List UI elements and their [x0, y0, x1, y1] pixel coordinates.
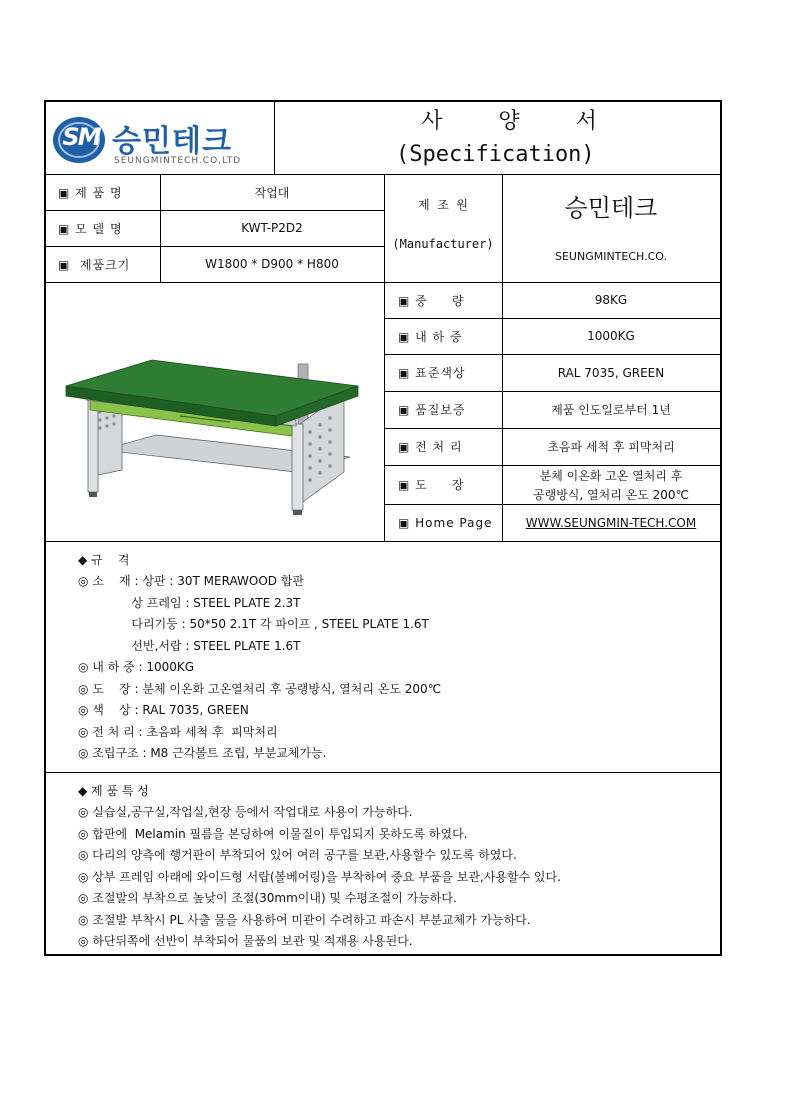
feature-line-1: ◎ 실습실,공구실,작업실,현장 등에서 작업대로 사용이 가능하다. [78, 805, 413, 819]
spec-value-coating-2: 공랭방식, 열처리 온도 200℃ [533, 488, 689, 502]
spec-label-weight: ▣ 중 량 [398, 293, 465, 308]
spec-line-load: ◎ 내 하 중 : 1000KG [78, 660, 195, 674]
spec-line-assembly: ◎ 조립구조 : M8 근각볼트 조립, 부분교체가능. [78, 746, 327, 760]
document-subtitle: (Specification) [396, 142, 595, 167]
logo-name: 승민테크 [112, 124, 232, 159]
feature-line-4: ◎ 상부 프레임 아래에 와이드형 서랍(볼베어링)을 부착하여 중요 부품을 보관,사용할수 있다. [78, 870, 561, 884]
product-size-value: W1800 * D900 * H800 [205, 257, 339, 271]
features-heading: ◆ 제 품 특 성 [78, 784, 149, 798]
spec-sheet [44, 100, 722, 956]
company-logo [52, 110, 270, 168]
spec-label-warranty: ▣ 품질보증 [398, 403, 466, 417]
feature-line-5: ◎ 조절발의 부착으로 높낮이 조절(30mm이내) 및 수평조절이 가능하다. [78, 891, 457, 905]
homepage-link[interactable]: WWW.SEUNGMIN-TECH.COM [525, 515, 697, 530]
spec-line-legs: 다리기둥 : 50*50 2.1T 각 파이프 , STEEL PLATE 1.6T [78, 617, 429, 631]
feature-line-7: ◎ 하단뒤쪽에 선반이 부착되어 물품의 보관 및 적재용 사용된다. [78, 934, 413, 948]
manufacturer-label: 제 조 원 [417, 197, 469, 212]
logo-mark: SM [62, 123, 100, 151]
model-name-label: ▣ 모 델 명 [58, 221, 123, 236]
workbench-illustration [60, 320, 360, 515]
spec-value-load: 1000KG [587, 329, 635, 343]
spec-line-coating: ◎ 도 장 : 분체 이온화 고온열처리 후 공랭방식, 열처리 온도 200℃ [78, 682, 442, 696]
model-name-value: KWT-P2D2 [241, 221, 303, 235]
spec-value-weight: 98KG [594, 293, 628, 307]
spec-value-warranty: 제품 인도일로부터 1년 [551, 403, 671, 417]
product-name-value: 작업대 [254, 185, 290, 200]
spec-label-coating: ▣ 도 장 [398, 478, 465, 492]
manufacturer-name-en: SEUNGMINTECH.CO. [554, 249, 667, 263]
spec-value-coating-1: 분체 이온화 고온 열처리 후 [539, 468, 683, 483]
spec-line-color: ◎ 색 상 : RAL 7035, GREEN [78, 703, 249, 717]
feature-line-2: ◎ 합판에 Melamin 필름을 본딩하여 이물질이 투입되지 못하도록 하였다. [78, 827, 468, 841]
manufacturer-label-en: (Manufacturer) [392, 237, 494, 251]
spec-label-pretreatment: ▣ 전 처 리 [398, 440, 463, 454]
product-size-label: ▣ 제품크기 [58, 257, 131, 272]
spec-line-frame: 상 프레임 : STEEL PLATE 2.3T [78, 596, 301, 610]
spec-value-color: RAL 7035, GREEN [557, 365, 665, 380]
feature-line-3: ◎ 다리의 양측에 행거판이 부착되어 있어 여러 공구를 보관,사용할수 있도록 하였다. [78, 848, 517, 862]
product-name-label: ▣ 제 품 명 [58, 185, 123, 200]
spec-line-material: ◎ 소 재 : 상판 : 30T MERAWOOD 합판 [78, 574, 305, 588]
spec-line-shelf: 선반,서랍 : STEEL PLATE 1.6T [78, 639, 301, 653]
spec-line-pretreatment: ◎ 전 처 리 : 초음파 세척 후 피막처리 [78, 725, 278, 739]
spec-label-homepage: ▣ Home Page [398, 515, 493, 530]
specification-heading: ◆ 규 격 [78, 553, 130, 567]
spec-label-load: ▣ 내 하 중 [398, 329, 463, 344]
spec-value-pretreatment: 초음파 세척 후 피막처리 [547, 440, 675, 454]
feature-line-6: ◎ 조절발 부착시 PL 사출 물을 사용하여 미관이 수려하고 파손시 부분교체가 가능하다. [78, 913, 531, 927]
spec-label-color: ▣ 표준색상 [398, 366, 466, 380]
logo-subtitle: SEUNGMINTECH.CO,LTD [114, 156, 242, 166]
document-title: 사 양 서 [421, 109, 611, 134]
manufacturer-name: 승민테크 [564, 193, 658, 222]
